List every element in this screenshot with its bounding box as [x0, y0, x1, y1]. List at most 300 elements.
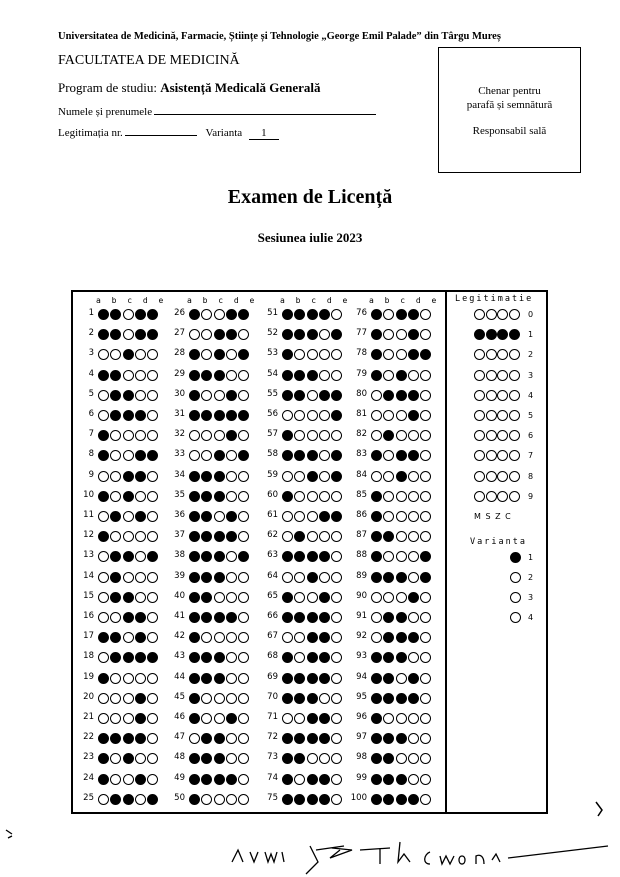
answer-bubble-c[interactable]: [123, 612, 134, 623]
answer-bubble-e[interactable]: [238, 471, 249, 482]
answer-bubble-c[interactable]: [214, 753, 225, 764]
answer-bubble-c[interactable]: [214, 349, 225, 360]
legitimation-bubble[interactable]: [509, 370, 520, 381]
answer-bubble-d[interactable]: [135, 531, 146, 542]
answer-bubble-a[interactable]: [282, 774, 293, 785]
answer-bubble-c[interactable]: [123, 592, 134, 603]
answer-bubble-b[interactable]: [110, 370, 121, 381]
answer-bubble-a[interactable]: [189, 511, 200, 522]
answer-bubble-a[interactable]: [189, 713, 200, 724]
answer-bubble-c[interactable]: [123, 713, 134, 724]
variant-bubble[interactable]: [510, 592, 521, 603]
answer-bubble-d[interactable]: [408, 531, 419, 542]
legitimation-bubble[interactable]: [486, 491, 497, 502]
answer-bubble-e[interactable]: [147, 572, 158, 583]
answer-bubble-d[interactable]: [319, 410, 330, 421]
answer-bubble-d[interactable]: [408, 733, 419, 744]
answer-bubble-e[interactable]: [420, 491, 431, 502]
answer-bubble-d[interactable]: [226, 673, 237, 684]
answer-bubble-d[interactable]: [135, 673, 146, 684]
answer-bubble-d[interactable]: [135, 491, 146, 502]
answer-bubble-a[interactable]: [189, 390, 200, 401]
answer-bubble-c[interactable]: [396, 592, 407, 603]
answer-bubble-c[interactable]: [396, 390, 407, 401]
id-field[interactable]: [125, 125, 197, 136]
answer-bubble-c[interactable]: [307, 531, 318, 542]
answer-bubble-a[interactable]: [282, 471, 293, 482]
answer-bubble-b[interactable]: [383, 471, 394, 482]
answer-bubble-c[interactable]: [396, 491, 407, 502]
answer-bubble-a[interactable]: [189, 673, 200, 684]
answer-bubble-a[interactable]: [98, 471, 109, 482]
legitimation-bubble[interactable]: [509, 450, 520, 461]
answer-bubble-e[interactable]: [420, 693, 431, 704]
answer-bubble-e[interactable]: [238, 370, 249, 381]
answer-bubble-c[interactable]: [396, 693, 407, 704]
answer-bubble-e[interactable]: [147, 370, 158, 381]
answer-bubble-c[interactable]: [307, 329, 318, 340]
answer-bubble-d[interactable]: [408, 612, 419, 623]
answer-bubble-c[interactable]: [123, 390, 134, 401]
answer-bubble-d[interactable]: [319, 471, 330, 482]
answer-bubble-d[interactable]: [319, 733, 330, 744]
answer-bubble-e[interactable]: [420, 774, 431, 785]
answer-bubble-d[interactable]: [408, 390, 419, 401]
answer-bubble-a[interactable]: [282, 693, 293, 704]
answer-bubble-a[interactable]: [282, 592, 293, 603]
answer-bubble-a[interactable]: [371, 693, 382, 704]
answer-bubble-c[interactable]: [214, 511, 225, 522]
answer-bubble-b[interactable]: [110, 572, 121, 583]
answer-bubble-c[interactable]: [396, 673, 407, 684]
answer-bubble-c[interactable]: [214, 632, 225, 643]
answer-bubble-d[interactable]: [408, 471, 419, 482]
answer-bubble-c[interactable]: [307, 511, 318, 522]
legitimation-bubble[interactable]: [497, 390, 508, 401]
answer-bubble-c[interactable]: [396, 450, 407, 461]
legitimation-bubble[interactable]: [509, 390, 520, 401]
answer-bubble-a[interactable]: [98, 390, 109, 401]
answer-bubble-c[interactable]: [396, 713, 407, 724]
answer-bubble-a[interactable]: [282, 673, 293, 684]
answer-bubble-b[interactable]: [201, 774, 212, 785]
answer-bubble-b[interactable]: [201, 471, 212, 482]
answer-bubble-a[interactable]: [371, 511, 382, 522]
answer-bubble-a[interactable]: [371, 471, 382, 482]
answer-bubble-a[interactable]: [98, 370, 109, 381]
answer-bubble-c[interactable]: [123, 309, 134, 320]
answer-bubble-b[interactable]: [294, 673, 305, 684]
answer-bubble-a[interactable]: [371, 572, 382, 583]
variant-value[interactable]: 1: [249, 127, 279, 140]
answer-bubble-c[interactable]: [396, 774, 407, 785]
answer-bubble-b[interactable]: [294, 370, 305, 381]
answer-bubble-e[interactable]: [238, 390, 249, 401]
answer-bubble-a[interactable]: [282, 390, 293, 401]
answer-bubble-c[interactable]: [307, 774, 318, 785]
answer-bubble-c[interactable]: [307, 491, 318, 502]
answer-bubble-b[interactable]: [110, 673, 121, 684]
answer-bubble-a[interactable]: [98, 592, 109, 603]
legitimation-bubble[interactable]: [486, 329, 497, 340]
legitimation-bubble[interactable]: [474, 370, 485, 381]
answer-bubble-c[interactable]: [123, 774, 134, 785]
answer-bubble-d[interactable]: [319, 531, 330, 542]
answer-bubble-d[interactable]: [319, 390, 330, 401]
answer-bubble-d[interactable]: [408, 572, 419, 583]
variant-bubble[interactable]: [510, 552, 521, 563]
answer-bubble-a[interactable]: [371, 592, 382, 603]
answer-bubble-b[interactable]: [110, 774, 121, 785]
legitimation-bubble[interactable]: [486, 410, 497, 421]
answer-bubble-c[interactable]: [123, 632, 134, 643]
answer-bubble-d[interactable]: [135, 471, 146, 482]
answer-bubble-a[interactable]: [98, 309, 109, 320]
answer-bubble-c[interactable]: [123, 450, 134, 461]
answer-bubble-d[interactable]: [226, 329, 237, 340]
answer-bubble-b[interactable]: [294, 471, 305, 482]
answer-bubble-d[interactable]: [408, 592, 419, 603]
answer-bubble-c[interactable]: [307, 370, 318, 381]
answer-bubble-d[interactable]: [135, 774, 146, 785]
answer-bubble-c[interactable]: [307, 632, 318, 643]
answer-bubble-e[interactable]: [147, 471, 158, 482]
answer-bubble-a[interactable]: [189, 774, 200, 785]
answer-bubble-d[interactable]: [408, 329, 419, 340]
answer-bubble-c[interactable]: [396, 551, 407, 562]
legitimation-bubble[interactable]: [497, 491, 508, 502]
answer-bubble-e[interactable]: [420, 572, 431, 583]
answer-bubble-c[interactable]: [307, 612, 318, 623]
answer-bubble-e[interactable]: [147, 491, 158, 502]
answer-bubble-e[interactable]: [147, 673, 158, 684]
answer-bubble-d[interactable]: [319, 693, 330, 704]
answer-bubble-d[interactable]: [408, 309, 419, 320]
answer-bubble-d[interactable]: [135, 612, 146, 623]
answer-bubble-e[interactable]: [238, 774, 249, 785]
answer-bubble-c[interactable]: [123, 329, 134, 340]
answer-bubble-d[interactable]: [226, 491, 237, 502]
answer-bubble-a[interactable]: [98, 410, 109, 421]
answer-bubble-d[interactable]: [226, 592, 237, 603]
answer-bubble-c[interactable]: [214, 713, 225, 724]
answer-bubble-e[interactable]: [331, 471, 342, 482]
variant-bubble[interactable]: [510, 572, 521, 583]
answer-bubble-c[interactable]: [214, 612, 225, 623]
answer-bubble-d[interactable]: [226, 309, 237, 320]
answer-bubble-e[interactable]: [147, 390, 158, 401]
answer-bubble-c[interactable]: [123, 511, 134, 522]
answer-bubble-d[interactable]: [408, 632, 419, 643]
answer-bubble-a[interactable]: [98, 673, 109, 684]
answer-bubble-a[interactable]: [371, 713, 382, 724]
answer-bubble-c[interactable]: [307, 713, 318, 724]
legitimation-bubble[interactable]: [497, 309, 508, 320]
legitimation-bubble[interactable]: [497, 410, 508, 421]
answer-bubble-d[interactable]: [319, 632, 330, 643]
answer-bubble-c[interactable]: [214, 673, 225, 684]
answer-bubble-d[interactable]: [226, 733, 237, 744]
answer-bubble-a[interactable]: [98, 774, 109, 785]
answer-bubble-a[interactable]: [189, 572, 200, 583]
answer-bubble-c[interactable]: [396, 612, 407, 623]
answer-bubble-a[interactable]: [282, 370, 293, 381]
answer-bubble-a[interactable]: [371, 491, 382, 502]
legitimation-bubble[interactable]: [497, 370, 508, 381]
answer-bubble-a[interactable]: [371, 390, 382, 401]
answer-bubble-d[interactable]: [226, 531, 237, 542]
answer-bubble-a[interactable]: [98, 491, 109, 502]
answer-bubble-c[interactable]: [214, 370, 225, 381]
answer-bubble-c[interactable]: [307, 551, 318, 562]
answer-bubble-e[interactable]: [147, 592, 158, 603]
answer-bubble-c[interactable]: [214, 733, 225, 744]
answer-bubble-d[interactable]: [408, 410, 419, 421]
answer-bubble-a[interactable]: [371, 309, 382, 320]
legitimation-bubble[interactable]: [509, 309, 520, 320]
variant-bubble[interactable]: [510, 612, 521, 623]
answer-bubble-c[interactable]: [396, 531, 407, 542]
answer-bubble-a[interactable]: [189, 309, 200, 320]
answer-bubble-c[interactable]: [396, 572, 407, 583]
answer-bubble-a[interactable]: [98, 612, 109, 623]
answer-bubble-c[interactable]: [123, 673, 134, 684]
answer-bubble-c[interactable]: [396, 471, 407, 482]
answer-bubble-b[interactable]: [201, 370, 212, 381]
answer-bubble-e[interactable]: [331, 693, 342, 704]
answer-bubble-c[interactable]: [307, 471, 318, 482]
answer-bubble-c[interactable]: [214, 551, 225, 562]
answer-bubble-c[interactable]: [396, 370, 407, 381]
answer-bubble-c[interactable]: [396, 652, 407, 663]
answer-bubble-d[interactable]: [135, 693, 146, 704]
answer-bubble-e[interactable]: [238, 673, 249, 684]
answer-bubble-d[interactable]: [408, 491, 419, 502]
answer-bubble-d[interactable]: [408, 370, 419, 381]
answer-bubble-d[interactable]: [319, 430, 330, 441]
answer-bubble-a[interactable]: [282, 572, 293, 583]
answer-bubble-d[interactable]: [226, 471, 237, 482]
answer-bubble-a[interactable]: [282, 511, 293, 522]
answer-bubble-d[interactable]: [226, 370, 237, 381]
legitimation-bubble[interactable]: [486, 430, 497, 441]
answer-bubble-c[interactable]: [396, 309, 407, 320]
legitimation-bubble[interactable]: [509, 430, 520, 441]
answer-bubble-a[interactable]: [189, 370, 200, 381]
answer-bubble-b[interactable]: [383, 673, 394, 684]
answer-bubble-c[interactable]: [307, 450, 318, 461]
answer-bubble-d[interactable]: [408, 673, 419, 684]
answer-bubble-d[interactable]: [226, 693, 237, 704]
answer-bubble-e[interactable]: [238, 592, 249, 603]
answer-bubble-d[interactable]: [408, 693, 419, 704]
answer-bubble-b[interactable]: [201, 673, 212, 684]
answer-bubble-c[interactable]: [123, 531, 134, 542]
answer-bubble-d[interactable]: [135, 390, 146, 401]
answer-bubble-a[interactable]: [282, 491, 293, 502]
answer-bubble-b[interactable]: [383, 370, 394, 381]
answer-bubble-d[interactable]: [226, 774, 237, 785]
answer-bubble-d[interactable]: [135, 713, 146, 724]
answer-bubble-c[interactable]: [214, 491, 225, 502]
answer-bubble-e[interactable]: [420, 471, 431, 482]
answer-bubble-b[interactable]: [294, 774, 305, 785]
legitimation-bubble[interactable]: [486, 471, 497, 482]
answer-bubble-e[interactable]: [331, 673, 342, 684]
answer-bubble-d[interactable]: [226, 612, 237, 623]
answer-bubble-c[interactable]: [214, 309, 225, 320]
answer-bubble-d[interactable]: [319, 612, 330, 623]
answer-bubble-d[interactable]: [226, 511, 237, 522]
answer-bubble-c[interactable]: [307, 652, 318, 663]
answer-bubble-c[interactable]: [214, 410, 225, 421]
answer-bubble-e[interactable]: [147, 693, 158, 704]
answer-bubble-c[interactable]: [123, 430, 134, 441]
answer-bubble-e[interactable]: [331, 390, 342, 401]
answer-bubble-a[interactable]: [189, 592, 200, 603]
answer-bubble-e[interactable]: [331, 592, 342, 603]
answer-bubble-b[interactable]: [201, 572, 212, 583]
answer-bubble-a[interactable]: [371, 370, 382, 381]
answer-bubble-c[interactable]: [307, 733, 318, 744]
answer-bubble-c[interactable]: [214, 572, 225, 583]
answer-bubble-d[interactable]: [319, 592, 330, 603]
legitimation-bubble[interactable]: [486, 390, 497, 401]
answer-bubble-b[interactable]: [294, 572, 305, 583]
answer-bubble-d[interactable]: [319, 673, 330, 684]
legitimation-bubble[interactable]: [509, 329, 520, 340]
answer-bubble-d[interactable]: [135, 410, 146, 421]
answer-bubble-d[interactable]: [135, 430, 146, 441]
legitimation-bubble[interactable]: [474, 410, 485, 421]
answer-bubble-c[interactable]: [123, 652, 134, 663]
answer-bubble-d[interactable]: [135, 329, 146, 340]
answer-bubble-c[interactable]: [214, 774, 225, 785]
answer-bubble-c[interactable]: [214, 592, 225, 603]
answer-bubble-a[interactable]: [282, 410, 293, 421]
answer-bubble-b[interactable]: [383, 572, 394, 583]
legitimation-bubble[interactable]: [509, 471, 520, 482]
legitimation-bubble[interactable]: [509, 349, 520, 360]
answer-bubble-d[interactable]: [408, 713, 419, 724]
answer-bubble-c[interactable]: [396, 329, 407, 340]
answer-bubble-a[interactable]: [371, 612, 382, 623]
legitimation-bubble[interactable]: [509, 491, 520, 502]
answer-bubble-d[interactable]: [408, 774, 419, 785]
answer-bubble-e[interactable]: [420, 673, 431, 684]
answer-bubble-c[interactable]: [396, 511, 407, 522]
answer-bubble-c[interactable]: [123, 349, 134, 360]
answer-bubble-c[interactable]: [396, 733, 407, 744]
answer-bubble-d[interactable]: [319, 309, 330, 320]
answer-bubble-a[interactable]: [98, 693, 109, 704]
answer-bubble-e[interactable]: [238, 693, 249, 704]
answer-bubble-c[interactable]: [123, 410, 134, 421]
answer-bubble-d[interactable]: [319, 511, 330, 522]
legitimation-bubble[interactable]: [486, 349, 497, 360]
answer-bubble-a[interactable]: [98, 511, 109, 522]
legitimation-bubble[interactable]: [474, 471, 485, 482]
answer-bubble-d[interactable]: [319, 572, 330, 583]
answer-bubble-e[interactable]: [331, 370, 342, 381]
answer-bubble-c[interactable]: [214, 693, 225, 704]
answer-bubble-c[interactable]: [214, 329, 225, 340]
answer-bubble-d[interactable]: [408, 511, 419, 522]
answer-bubble-c[interactable]: [123, 471, 134, 482]
answer-bubble-d[interactable]: [135, 572, 146, 583]
answer-bubble-d[interactable]: [319, 329, 330, 340]
answer-bubble-e[interactable]: [331, 572, 342, 583]
answer-bubble-e[interactable]: [147, 774, 158, 785]
answer-bubble-d[interactable]: [319, 713, 330, 724]
answer-bubble-e[interactable]: [331, 774, 342, 785]
answer-bubble-c[interactable]: [396, 349, 407, 360]
answer-bubble-e[interactable]: [238, 491, 249, 502]
answer-bubble-d[interactable]: [226, 632, 237, 643]
answer-bubble-e[interactable]: [420, 592, 431, 603]
legitimation-bubble[interactable]: [474, 491, 485, 502]
answer-bubble-c[interactable]: [307, 572, 318, 583]
answer-bubble-d[interactable]: [226, 430, 237, 441]
answer-bubble-a[interactable]: [282, 612, 293, 623]
answer-bubble-c[interactable]: [307, 410, 318, 421]
legitimation-bubble[interactable]: [486, 309, 497, 320]
answer-bubble-a[interactable]: [371, 410, 382, 421]
answer-bubble-d[interactable]: [135, 309, 146, 320]
answer-bubble-c[interactable]: [307, 309, 318, 320]
legitimation-bubble[interactable]: [509, 410, 520, 421]
answer-bubble-c[interactable]: [396, 632, 407, 643]
answer-bubble-c[interactable]: [123, 572, 134, 583]
signature-box[interactable]: [438, 47, 581, 173]
answer-bubble-c[interactable]: [396, 753, 407, 764]
answer-bubble-a[interactable]: [371, 673, 382, 684]
answer-bubble-d[interactable]: [226, 410, 237, 421]
answer-bubble-a[interactable]: [189, 612, 200, 623]
answer-bubble-d[interactable]: [408, 430, 419, 441]
answer-bubble-c[interactable]: [123, 491, 134, 502]
answer-bubble-d[interactable]: [135, 733, 146, 744]
answer-bubble-e[interactable]: [420, 370, 431, 381]
answer-bubble-a[interactable]: [189, 471, 200, 482]
answer-bubble-c[interactable]: [214, 430, 225, 441]
answer-bubble-a[interactable]: [282, 713, 293, 724]
answer-bubble-d[interactable]: [135, 511, 146, 522]
legitimation-bubble[interactable]: [497, 471, 508, 482]
answer-bubble-d[interactable]: [135, 370, 146, 381]
answer-bubble-a[interactable]: [282, 309, 293, 320]
answer-bubble-a[interactable]: [189, 410, 200, 421]
answer-bubble-a[interactable]: [98, 572, 109, 583]
answer-bubble-d[interactable]: [226, 713, 237, 724]
answer-bubble-b[interactable]: [383, 774, 394, 785]
answer-bubble-c[interactable]: [307, 693, 318, 704]
answer-bubble-c[interactable]: [307, 673, 318, 684]
answer-bubble-c[interactable]: [214, 450, 225, 461]
answer-bubble-e[interactable]: [420, 390, 431, 401]
answer-bubble-c[interactable]: [396, 430, 407, 441]
answer-bubble-c[interactable]: [123, 693, 134, 704]
answer-bubble-d[interactable]: [319, 491, 330, 502]
answer-bubble-e[interactable]: [331, 491, 342, 502]
answer-bubble-c[interactable]: [307, 430, 318, 441]
legitimation-bubble[interactable]: [474, 390, 485, 401]
answer-bubble-c[interactable]: [307, 753, 318, 764]
answer-bubble-a[interactable]: [98, 713, 109, 724]
answer-bubble-c[interactable]: [396, 410, 407, 421]
answer-bubble-d[interactable]: [226, 572, 237, 583]
answer-bubble-c[interactable]: [307, 390, 318, 401]
